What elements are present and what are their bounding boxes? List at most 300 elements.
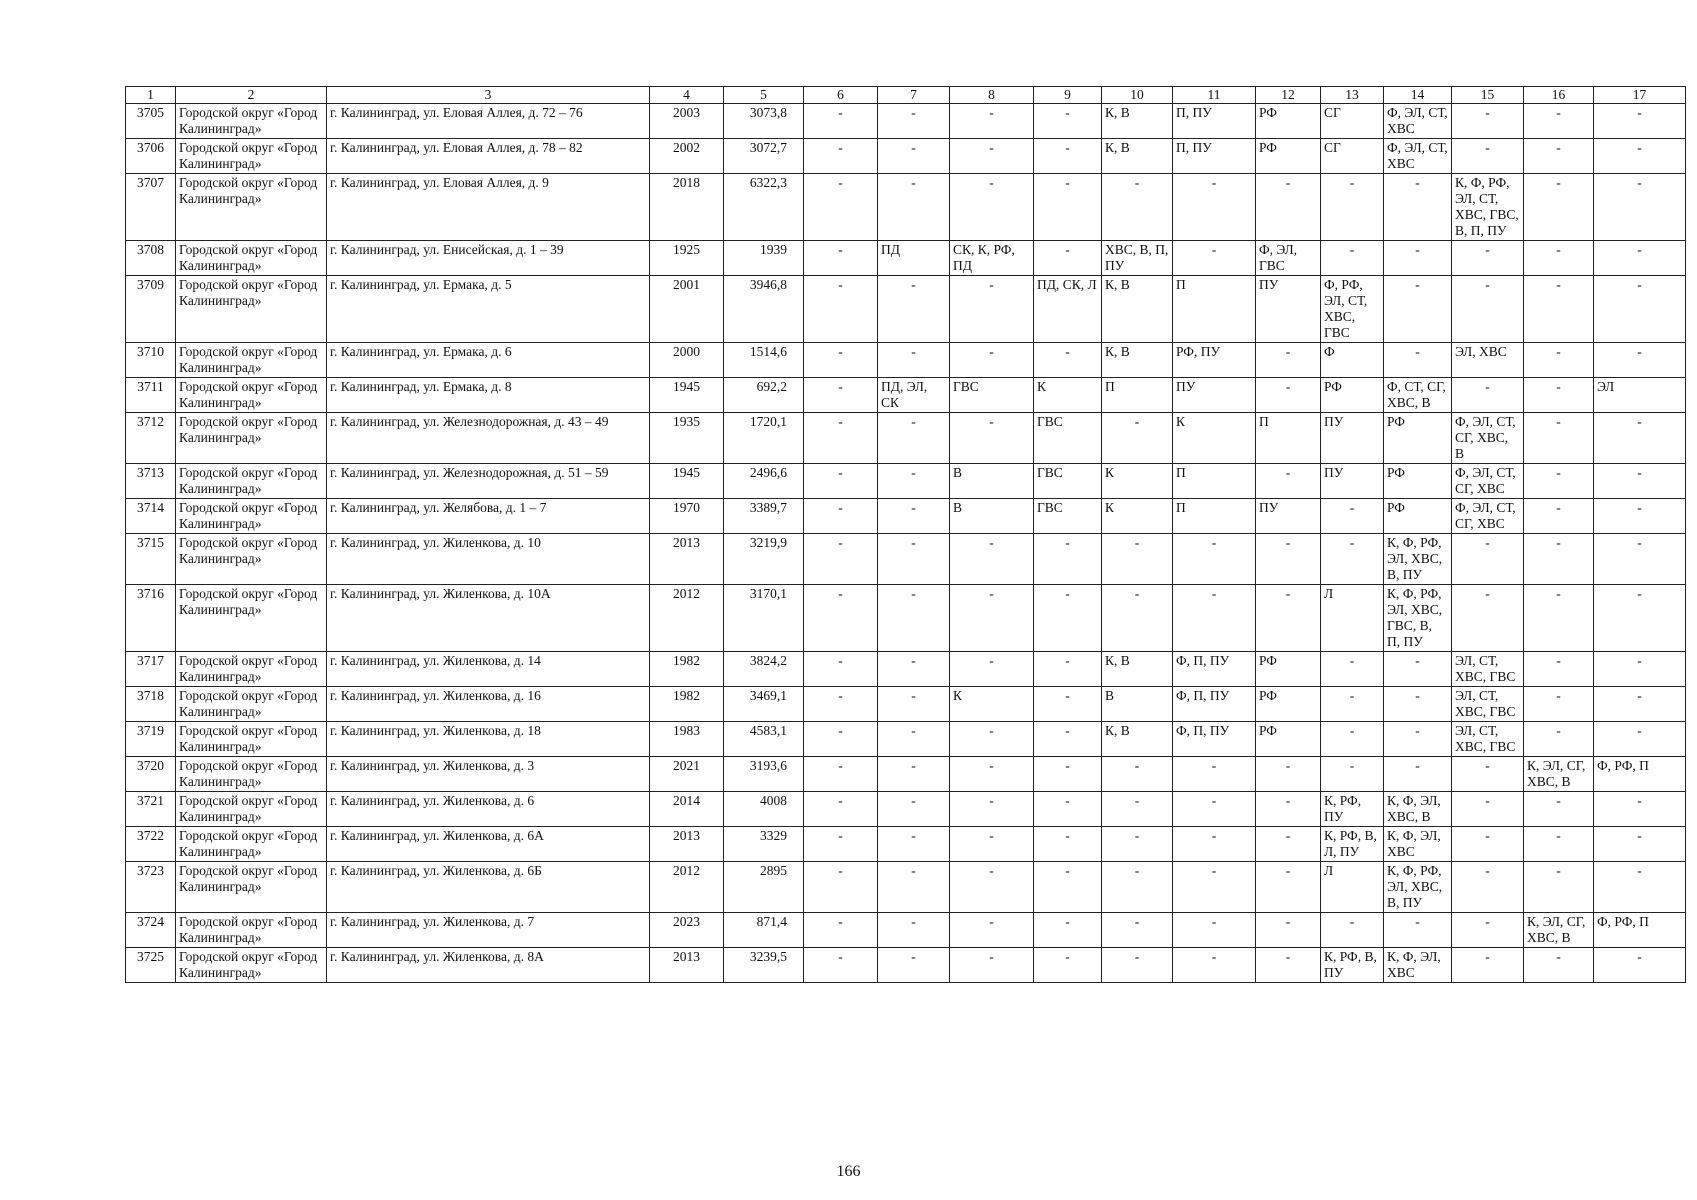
cell-col-6: - xyxy=(804,792,878,827)
cell-col-11: - xyxy=(1173,534,1256,585)
table-row xyxy=(126,139,1686,174)
table-row xyxy=(126,413,1686,464)
cell-row-number: 3707 xyxy=(126,174,176,241)
cell-municipality: Городской округ «Город Калининград» xyxy=(176,652,327,687)
cell-col-16: - xyxy=(1524,652,1594,687)
column-header-8: 8 xyxy=(950,87,1034,104)
cell-year-built: 1982 xyxy=(650,687,724,722)
cell-col-15: - xyxy=(1452,757,1524,792)
cell-col-11: ПУ xyxy=(1173,378,1256,413)
cell-col-13: - xyxy=(1321,174,1384,241)
table-row xyxy=(126,652,1686,687)
cell-col-14: К, Ф, РФ, ЭЛ, ХВС, В, ПУ xyxy=(1384,862,1452,913)
cell-area: 692,2 xyxy=(724,378,804,413)
cell-col-16: - xyxy=(1524,276,1594,343)
cell-col-10: К, В xyxy=(1102,276,1173,343)
cell-col-6: - xyxy=(804,343,878,378)
cell-col-7: - xyxy=(878,862,950,913)
document-sheet xyxy=(125,86,1685,983)
cell-area: 3193,6 xyxy=(724,757,804,792)
cell-col-13: - xyxy=(1321,687,1384,722)
cell-year-built: 1983 xyxy=(650,722,724,757)
cell-col-15: - xyxy=(1452,104,1524,139)
cell-address: г. Калининград, ул. Жиленкова, д. 8А xyxy=(327,948,650,983)
cell-row-number: 3710 xyxy=(126,343,176,378)
column-header-4: 4 xyxy=(650,87,724,104)
cell-col-6: - xyxy=(804,948,878,983)
cell-col-7: - xyxy=(878,464,950,499)
cell-row-number: 3712 xyxy=(126,413,176,464)
cell-col-14: - xyxy=(1384,913,1452,948)
cell-area: 6322,3 xyxy=(724,174,804,241)
cell-area: 3824,2 xyxy=(724,652,804,687)
cell-col-16: - xyxy=(1524,499,1594,534)
cell-row-number: 3709 xyxy=(126,276,176,343)
cell-col-13: Ф xyxy=(1321,343,1384,378)
cell-col-15: Ф, ЭЛ, СТ, СГ, ХВС xyxy=(1452,499,1524,534)
cell-col-16: - xyxy=(1524,343,1594,378)
cell-area: 3239,5 xyxy=(724,948,804,983)
table-row xyxy=(126,913,1686,948)
cell-col-7: - xyxy=(878,757,950,792)
cell-col-11: - xyxy=(1173,948,1256,983)
cell-col-9: - xyxy=(1034,757,1102,792)
table-row xyxy=(126,792,1686,827)
cell-col-13: - xyxy=(1321,722,1384,757)
cell-col-6: - xyxy=(804,722,878,757)
cell-col-8: - xyxy=(950,534,1034,585)
cell-col-9: - xyxy=(1034,585,1102,652)
cell-col-8: - xyxy=(950,585,1034,652)
cell-col-15: - xyxy=(1452,913,1524,948)
cell-col-13: - xyxy=(1321,241,1384,276)
cell-col-9: - xyxy=(1034,652,1102,687)
cell-col-8: ГВС xyxy=(950,378,1034,413)
cell-col-7: - xyxy=(878,174,950,241)
cell-col-6: - xyxy=(804,534,878,585)
cell-col-12: - xyxy=(1256,585,1321,652)
cell-municipality: Городской округ «Город Калининград» xyxy=(176,534,327,585)
cell-col-8: В xyxy=(950,464,1034,499)
cell-col-15: - xyxy=(1452,827,1524,862)
cell-col-6: - xyxy=(804,862,878,913)
cell-col-15: - xyxy=(1452,534,1524,585)
cell-col-15: ЭЛ, СТ, ХВС, ГВС xyxy=(1452,652,1524,687)
cell-col-7: ПД xyxy=(878,241,950,276)
cell-row-number: 3713 xyxy=(126,464,176,499)
cell-col-10: - xyxy=(1102,862,1173,913)
cell-area: 3170,1 xyxy=(724,585,804,652)
cell-col-11: П xyxy=(1173,464,1256,499)
cell-col-8: - xyxy=(950,913,1034,948)
cell-col-16: - xyxy=(1524,413,1594,464)
table-row xyxy=(126,687,1686,722)
cell-col-15: - xyxy=(1452,378,1524,413)
cell-address: г. Калининград, ул. Жиленкова, д. 10 xyxy=(327,534,650,585)
cell-col-17: - xyxy=(1594,948,1686,983)
cell-col-17: Ф, РФ, П xyxy=(1594,913,1686,948)
cell-address: г. Калининград, ул. Еловая Аллея, д. 78 – 82 xyxy=(327,139,650,174)
cell-col-13: - xyxy=(1321,757,1384,792)
cell-col-7: - xyxy=(878,104,950,139)
cell-col-7: - xyxy=(878,687,950,722)
cell-col-17: - xyxy=(1594,464,1686,499)
cell-col-15: - xyxy=(1452,792,1524,827)
cell-area: 1939 xyxy=(724,241,804,276)
table-body xyxy=(126,104,1686,983)
cell-col-13: Л xyxy=(1321,585,1384,652)
cell-municipality: Городской округ «Город Калининград» xyxy=(176,913,327,948)
cell-col-11: - xyxy=(1173,174,1256,241)
cell-area: 2496,6 xyxy=(724,464,804,499)
cell-address: г. Калининград, ул. Желябова, д. 1 – 7 xyxy=(327,499,650,534)
cell-col-11: - xyxy=(1173,792,1256,827)
cell-col-11: П, ПУ xyxy=(1173,104,1256,139)
cell-col-12: - xyxy=(1256,948,1321,983)
cell-col-6: - xyxy=(804,585,878,652)
cell-col-17: - xyxy=(1594,413,1686,464)
cell-col-14: РФ xyxy=(1384,413,1452,464)
cell-col-16: - xyxy=(1524,534,1594,585)
cell-municipality: Городской округ «Город Калининград» xyxy=(176,276,327,343)
cell-col-11: - xyxy=(1173,757,1256,792)
cell-row-number: 3706 xyxy=(126,139,176,174)
cell-col-12: РФ xyxy=(1256,139,1321,174)
cell-col-7: - xyxy=(878,413,950,464)
cell-row-number: 3718 xyxy=(126,687,176,722)
column-header-12: 12 xyxy=(1256,87,1321,104)
cell-row-number: 3717 xyxy=(126,652,176,687)
cell-col-12: П xyxy=(1256,413,1321,464)
cell-col-17: - xyxy=(1594,139,1686,174)
housing-table xyxy=(125,86,1686,983)
cell-col-11: - xyxy=(1173,585,1256,652)
cell-col-13: - xyxy=(1321,534,1384,585)
cell-col-12: - xyxy=(1256,827,1321,862)
cell-col-7: - xyxy=(878,913,950,948)
cell-col-8: - xyxy=(950,722,1034,757)
cell-municipality: Городской округ «Город Калининград» xyxy=(176,757,327,792)
cell-col-17: - xyxy=(1594,104,1686,139)
cell-col-11: - xyxy=(1173,827,1256,862)
cell-municipality: Городской округ «Город Калининград» xyxy=(176,139,327,174)
cell-col-17: - xyxy=(1594,174,1686,241)
column-header-7: 7 xyxy=(878,87,950,104)
table-row xyxy=(126,499,1686,534)
cell-col-12: ПУ xyxy=(1256,499,1321,534)
cell-col-16: - xyxy=(1524,827,1594,862)
cell-col-12: - xyxy=(1256,757,1321,792)
cell-area: 871,4 xyxy=(724,913,804,948)
cell-col-9: ПД, СК, Л xyxy=(1034,276,1102,343)
cell-col-10: - xyxy=(1102,585,1173,652)
cell-col-12: - xyxy=(1256,343,1321,378)
cell-col-9: - xyxy=(1034,534,1102,585)
table-row xyxy=(126,534,1686,585)
cell-col-7: - xyxy=(878,343,950,378)
cell-area: 1514,6 xyxy=(724,343,804,378)
cell-address: г. Калининград, ул. Еловая Аллея, д. 72 – 76 xyxy=(327,104,650,139)
cell-col-9: - xyxy=(1034,687,1102,722)
cell-year-built: 2018 xyxy=(650,174,724,241)
cell-col-14: - xyxy=(1384,652,1452,687)
cell-col-16: - xyxy=(1524,174,1594,241)
cell-col-9: ГВС xyxy=(1034,413,1102,464)
cell-col-17: - xyxy=(1594,687,1686,722)
cell-row-number: 3716 xyxy=(126,585,176,652)
cell-row-number: 3708 xyxy=(126,241,176,276)
cell-col-17: - xyxy=(1594,534,1686,585)
cell-col-9: - xyxy=(1034,792,1102,827)
cell-col-14: Ф, ЭЛ, СТ, ХВС xyxy=(1384,104,1452,139)
cell-col-14: К, Ф, ЭЛ, ХВС xyxy=(1384,948,1452,983)
cell-col-12: - xyxy=(1256,174,1321,241)
cell-col-12: - xyxy=(1256,464,1321,499)
cell-col-14: - xyxy=(1384,757,1452,792)
cell-col-11: П, ПУ xyxy=(1173,139,1256,174)
cell-col-7: - xyxy=(878,722,950,757)
table-row xyxy=(126,241,1686,276)
cell-col-13: К, РФ, ПУ xyxy=(1321,792,1384,827)
cell-col-15: - xyxy=(1452,948,1524,983)
cell-year-built: 2000 xyxy=(650,343,724,378)
cell-row-number: 3714 xyxy=(126,499,176,534)
cell-address: г. Калининград, ул. Жиленкова, д. 3 xyxy=(327,757,650,792)
cell-col-10: - xyxy=(1102,792,1173,827)
cell-col-10: К xyxy=(1102,464,1173,499)
cell-year-built: 2023 xyxy=(650,913,724,948)
page-number: 166 xyxy=(836,1163,861,1180)
cell-col-9: - xyxy=(1034,241,1102,276)
cell-col-8: - xyxy=(950,343,1034,378)
cell-col-16: - xyxy=(1524,687,1594,722)
cell-col-6: - xyxy=(804,687,878,722)
cell-col-8: - xyxy=(950,827,1034,862)
cell-municipality: Городской округ «Город Калининград» xyxy=(176,585,327,652)
cell-col-16: - xyxy=(1524,241,1594,276)
cell-municipality: Городской округ «Город Калининград» xyxy=(176,792,327,827)
cell-year-built: 2014 xyxy=(650,792,724,827)
cell-col-12: РФ xyxy=(1256,722,1321,757)
cell-col-12: Ф, ЭЛ, ГВС xyxy=(1256,241,1321,276)
cell-col-10: - xyxy=(1102,534,1173,585)
cell-col-10: - xyxy=(1102,948,1173,983)
cell-col-15: ЭЛ, СТ, ХВС, ГВС xyxy=(1452,722,1524,757)
cell-col-6: - xyxy=(804,499,878,534)
cell-year-built: 1945 xyxy=(650,464,724,499)
cell-row-number: 3715 xyxy=(126,534,176,585)
cell-col-14: К, Ф, РФ, ЭЛ, ХВС, ГВС, В, П, ПУ xyxy=(1384,585,1452,652)
cell-col-11: - xyxy=(1173,241,1256,276)
column-header-11: 11 xyxy=(1173,87,1256,104)
cell-col-12: - xyxy=(1256,792,1321,827)
cell-col-17: - xyxy=(1594,343,1686,378)
cell-municipality: Городской округ «Город Калининград» xyxy=(176,174,327,241)
cell-col-10: - xyxy=(1102,413,1173,464)
cell-col-9: ГВС xyxy=(1034,464,1102,499)
cell-col-10: К, В xyxy=(1102,139,1173,174)
cell-year-built: 1925 xyxy=(650,241,724,276)
cell-col-7: - xyxy=(878,139,950,174)
cell-address: г. Калининград, ул. Железнодорожная, д. 43 – 49 xyxy=(327,413,650,464)
cell-year-built: 1935 xyxy=(650,413,724,464)
cell-col-17: Ф, РФ, П xyxy=(1594,757,1686,792)
cell-col-17: - xyxy=(1594,827,1686,862)
cell-row-number: 3723 xyxy=(126,862,176,913)
cell-address: г. Калининград, ул. Енисейская, д. 1 – 39 xyxy=(327,241,650,276)
cell-col-10: В xyxy=(1102,687,1173,722)
cell-col-6: - xyxy=(804,464,878,499)
cell-col-11: Ф, П, ПУ xyxy=(1173,722,1256,757)
cell-col-9: ГВС xyxy=(1034,499,1102,534)
column-header-10: 10 xyxy=(1102,87,1173,104)
cell-col-13: Л xyxy=(1321,862,1384,913)
cell-col-11: РФ, ПУ xyxy=(1173,343,1256,378)
cell-col-12: ПУ xyxy=(1256,276,1321,343)
cell-col-10: К, В xyxy=(1102,104,1173,139)
cell-col-14: - xyxy=(1384,241,1452,276)
cell-area: 3219,9 xyxy=(724,534,804,585)
cell-municipality: Городской округ «Город Калининград» xyxy=(176,827,327,862)
cell-col-6: - xyxy=(804,913,878,948)
cell-col-16: К, ЭЛ, СГ, ХВС, В xyxy=(1524,913,1594,948)
cell-col-16: - xyxy=(1524,862,1594,913)
cell-col-12: - xyxy=(1256,862,1321,913)
cell-area: 3329 xyxy=(724,827,804,862)
cell-area: 4583,1 xyxy=(724,722,804,757)
cell-row-number: 3722 xyxy=(126,827,176,862)
cell-col-12: - xyxy=(1256,378,1321,413)
cell-col-13: К, РФ, В, ПУ xyxy=(1321,948,1384,983)
cell-year-built: 2012 xyxy=(650,862,724,913)
cell-address: г. Калининград, ул. Ермака, д. 5 xyxy=(327,276,650,343)
cell-col-14: - xyxy=(1384,722,1452,757)
column-header-9: 9 xyxy=(1034,87,1102,104)
cell-col-17: - xyxy=(1594,499,1686,534)
cell-municipality: Городской округ «Город Калининград» xyxy=(176,464,327,499)
cell-col-9: - xyxy=(1034,139,1102,174)
cell-address: г. Калининград, ул. Жиленкова, д. 18 xyxy=(327,722,650,757)
cell-col-17: - xyxy=(1594,276,1686,343)
table-row xyxy=(126,827,1686,862)
cell-year-built: 2003 xyxy=(650,104,724,139)
header-row xyxy=(126,87,1686,104)
cell-year-built: 2013 xyxy=(650,827,724,862)
cell-col-14: К, Ф, ЭЛ, ХВС xyxy=(1384,827,1452,862)
cell-col-8: В xyxy=(950,499,1034,534)
cell-col-10: - xyxy=(1102,757,1173,792)
cell-col-7: ПД, ЭЛ, СК xyxy=(878,378,950,413)
cell-col-6: - xyxy=(804,827,878,862)
cell-col-6: - xyxy=(804,241,878,276)
cell-col-12: - xyxy=(1256,913,1321,948)
column-header-6: 6 xyxy=(804,87,878,104)
cell-col-15: Ф, ЭЛ, СТ, СГ, ХВС xyxy=(1452,464,1524,499)
table-row xyxy=(126,174,1686,241)
cell-col-16: - xyxy=(1524,585,1594,652)
cell-col-6: - xyxy=(804,413,878,464)
cell-col-13: РФ xyxy=(1321,378,1384,413)
table-row xyxy=(126,585,1686,652)
column-header-16: 16 xyxy=(1524,87,1594,104)
table-row xyxy=(126,104,1686,139)
column-header-15: 15 xyxy=(1452,87,1524,104)
cell-col-8: - xyxy=(950,792,1034,827)
cell-col-8: - xyxy=(950,174,1034,241)
cell-area: 3389,7 xyxy=(724,499,804,534)
cell-col-9: - xyxy=(1034,948,1102,983)
table-row xyxy=(126,722,1686,757)
cell-area: 1720,1 xyxy=(724,413,804,464)
table-header xyxy=(126,87,1686,104)
cell-year-built: 1945 xyxy=(650,378,724,413)
cell-municipality: Городской округ «Город Калининград» xyxy=(176,378,327,413)
cell-col-12: РФ xyxy=(1256,104,1321,139)
cell-municipality: Городской округ «Город Калининград» xyxy=(176,862,327,913)
cell-address: г. Калининград, ул. Железнодорожная, д. 51 – 59 xyxy=(327,464,650,499)
cell-row-number: 3705 xyxy=(126,104,176,139)
table-row xyxy=(126,464,1686,499)
cell-municipality: Городской округ «Город Калининград» xyxy=(176,687,327,722)
cell-col-12: - xyxy=(1256,534,1321,585)
cell-col-7: - xyxy=(878,792,950,827)
cell-col-6: - xyxy=(804,276,878,343)
cell-address: г. Калининград, ул. Жиленкова, д. 7 xyxy=(327,913,650,948)
cell-col-10: - xyxy=(1102,174,1173,241)
cell-col-8: - xyxy=(950,757,1034,792)
cell-row-number: 3721 xyxy=(126,792,176,827)
cell-col-15: - xyxy=(1452,139,1524,174)
cell-col-17: ЭЛ xyxy=(1594,378,1686,413)
cell-col-16: - xyxy=(1524,104,1594,139)
cell-col-9: - xyxy=(1034,827,1102,862)
cell-col-9: - xyxy=(1034,722,1102,757)
cell-col-17: - xyxy=(1594,792,1686,827)
cell-address: г. Калининград, ул. Жиленкова, д. 16 xyxy=(327,687,650,722)
cell-address: г. Калининград, ул. Жиленкова, д. 6А xyxy=(327,827,650,862)
cell-col-14: - xyxy=(1384,276,1452,343)
cell-col-14: К, Ф, ЭЛ, ХВС, В xyxy=(1384,792,1452,827)
cell-col-9: - xyxy=(1034,862,1102,913)
column-header-17: 17 xyxy=(1594,87,1686,104)
cell-col-7: - xyxy=(878,534,950,585)
cell-area: 2895 xyxy=(724,862,804,913)
cell-col-14: Ф, ЭЛ, СТ, ХВС xyxy=(1384,139,1452,174)
cell-col-8: К xyxy=(950,687,1034,722)
cell-col-6: - xyxy=(804,174,878,241)
cell-col-13: Ф, РФ, ЭЛ, СТ, ХВС, ГВС xyxy=(1321,276,1384,343)
cell-col-11: - xyxy=(1173,862,1256,913)
cell-col-16: - xyxy=(1524,722,1594,757)
cell-row-number: 3724 xyxy=(126,913,176,948)
cell-col-10: К, В xyxy=(1102,343,1173,378)
cell-col-17: - xyxy=(1594,862,1686,913)
cell-col-6: - xyxy=(804,652,878,687)
cell-col-11: Ф, П, ПУ xyxy=(1173,687,1256,722)
cell-municipality: Городской округ «Город Калининград» xyxy=(176,948,327,983)
cell-col-13: ПУ xyxy=(1321,413,1384,464)
cell-year-built: 1982 xyxy=(650,652,724,687)
cell-col-8: - xyxy=(950,276,1034,343)
column-header-2: 2 xyxy=(176,87,327,104)
cell-col-11: - xyxy=(1173,913,1256,948)
cell-col-8: - xyxy=(950,862,1034,913)
cell-col-13: К, РФ, В, Л, ПУ xyxy=(1321,827,1384,862)
cell-col-10: - xyxy=(1102,913,1173,948)
cell-col-9: К xyxy=(1034,378,1102,413)
cell-area: 3073,8 xyxy=(724,104,804,139)
cell-municipality: Городской округ «Город Калининград» xyxy=(176,104,327,139)
